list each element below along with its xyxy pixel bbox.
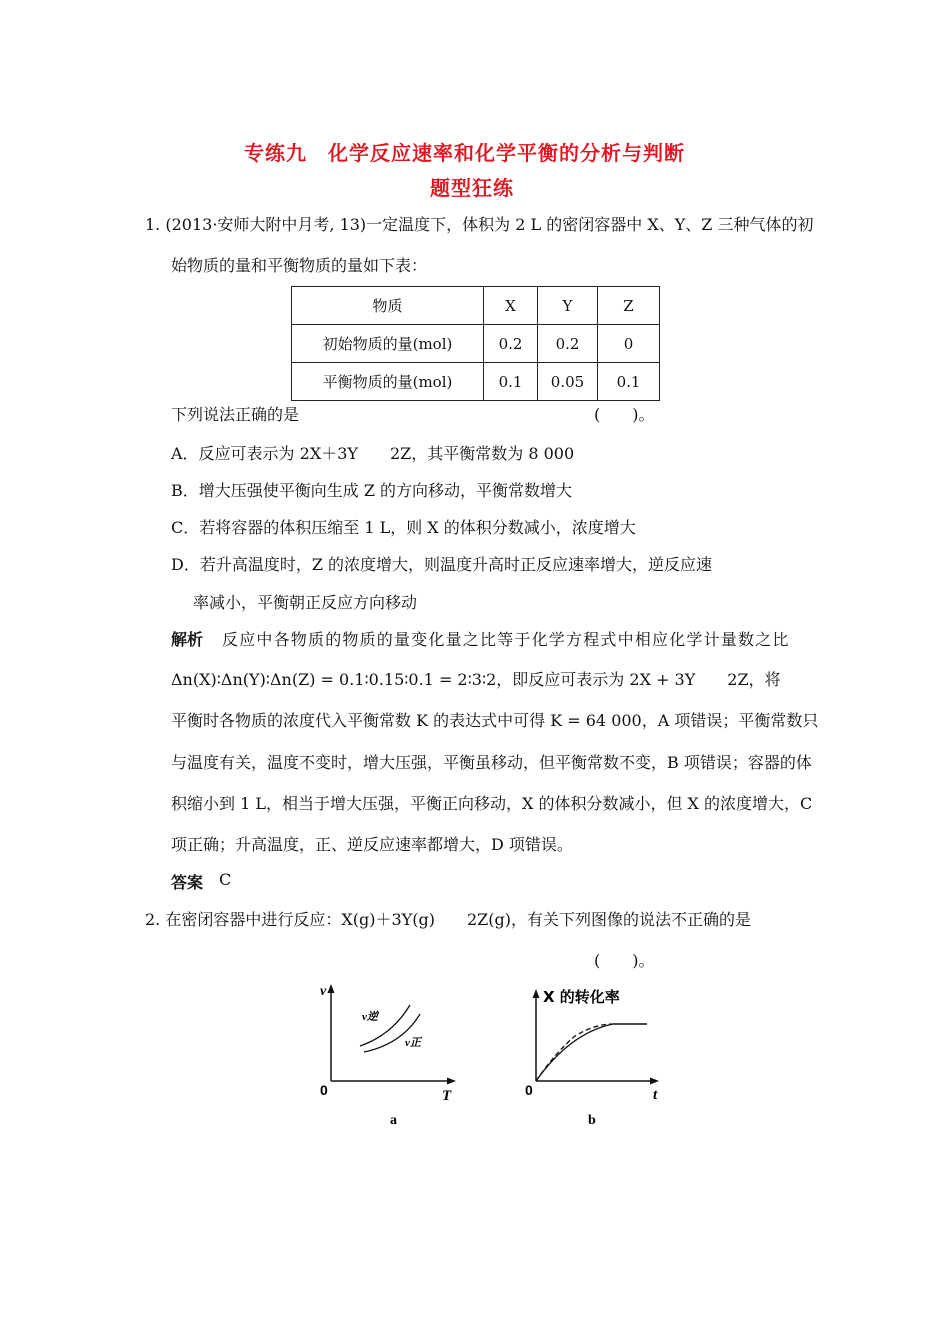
analysis-line: 反应中各物质的物质的量变化量之比等于化学方程式中相应化学计量数之比 — [222, 630, 790, 649]
analysis-line: 积缩小到 1 L，相当于增大压强，平衡正向移动，X 的体积分数减小，但 X 的浓度增大，C — [171, 794, 813, 813]
q2-stem: 2. 在密闭容器中进行反应：X(g)＋3Y(g) 2Z(g)，有关下列图像的说法不正确的是 — [145, 910, 751, 929]
table-cell: Z — [598, 287, 660, 325]
q1-prompt: 下列说法正确的是 — [171, 405, 300, 424]
table-cell: 0 — [598, 325, 660, 363]
q2-answer-blank: ( )。 — [594, 951, 655, 970]
table-cell: 0.1 — [484, 363, 538, 401]
origin-label: 0 — [320, 1082, 328, 1098]
figure-b-caption: b — [588, 1113, 596, 1128]
q1-option-b: B．增大压强使平衡向生成 Z 的方向移动，平衡常数增大 — [171, 481, 573, 500]
table-header-row — [292, 287, 660, 325]
table-cell: 平衡物质的量(mol) — [292, 363, 484, 401]
q1-stem-line2: 始物质的量和平衡物质的量如下表： — [171, 256, 428, 275]
q1-data-table — [291, 286, 660, 401]
q1-option-d-line2: 率减小，平衡朝正反应方向移动 — [193, 593, 418, 612]
q1-option-c: C．若将容器的体积压缩至 1 L，则 X 的体积分数减小，浓度增大 — [171, 518, 636, 537]
table-cell: 0.2 — [538, 325, 598, 363]
solid-curve — [536, 1024, 647, 1081]
q1-stem-line1: 1. (2013·安师大附中月考, 13)一定温度下，体积为 2 L 的密闭容器中 X、Y、Z 三种气体的初 — [145, 215, 814, 234]
x-axis-arrow — [650, 1078, 659, 1085]
q1-answer-blank: ( )。 — [594, 405, 655, 424]
origin-label: 0 — [525, 1082, 533, 1098]
page-title: 专练九 化学反应速率和化学平衡的分析与判断 — [244, 141, 685, 165]
figure-a — [310, 978, 470, 1128]
page-subtitle: 题型狂练 — [430, 176, 514, 200]
analysis-line: 项正确；升高温度，正、逆反应速率都增大，D 项错误。 — [171, 835, 573, 854]
table-cell: 0.05 — [538, 363, 598, 401]
x-axis-label: T — [442, 1088, 452, 1104]
answer-label: 答案 — [171, 873, 204, 892]
table-cell: 0.2 — [484, 325, 538, 363]
y-axis-label: v — [320, 984, 327, 999]
q1-option-d-line1: D．若升高温度时，Z 的浓度增大，则温度升高时正反应速率增大，逆反应速 — [171, 555, 713, 574]
y-axis-arrow — [533, 989, 540, 998]
table-cell: 物质 — [292, 287, 484, 325]
table-cell: 初始物质的量(mol) — [292, 325, 484, 363]
analysis-label: 解析 — [171, 630, 204, 649]
y-axis-label: X 的转化率 — [543, 988, 620, 1006]
figure-b — [515, 978, 675, 1128]
table-cell: Y — [538, 287, 598, 325]
table-cell: 0.1 — [598, 363, 660, 401]
curve-label-v-forward: v正 — [405, 1037, 421, 1049]
analysis-line: 与温度有关，温度不变时，增大压强，平衡虽移动，但平衡常数不变，B 项错误；容器的体 — [171, 753, 812, 772]
table-row — [292, 363, 660, 401]
analysis-line: Δn(X)∶Δn(Y)∶Δn(Z) = 0.1∶0.15∶0.1 = 2∶3∶2，即反应可表示为 2X + 3Y 2Z，将 — [171, 670, 781, 689]
y-axis-arrow — [328, 984, 335, 993]
table-cell: X — [484, 287, 538, 325]
answer-value: C — [219, 870, 232, 889]
analysis-line: 平衡时各物质的浓度代入平衡常数 K 的表达式中可得 K = 64 000，A 项错误；平衡常数只 — [171, 711, 819, 730]
q1-option-a: A．反应可表示为 2X＋3Y 2Z，其平衡常数为 8 000 — [171, 444, 575, 463]
x-axis-arrow — [447, 1078, 456, 1085]
table-row — [292, 325, 660, 363]
figure-a-caption: a — [390, 1113, 397, 1128]
curve-label-v-reverse: v逆 — [362, 1011, 378, 1023]
x-axis-label: t — [653, 1087, 658, 1103]
dashed-curve — [536, 1024, 613, 1081]
